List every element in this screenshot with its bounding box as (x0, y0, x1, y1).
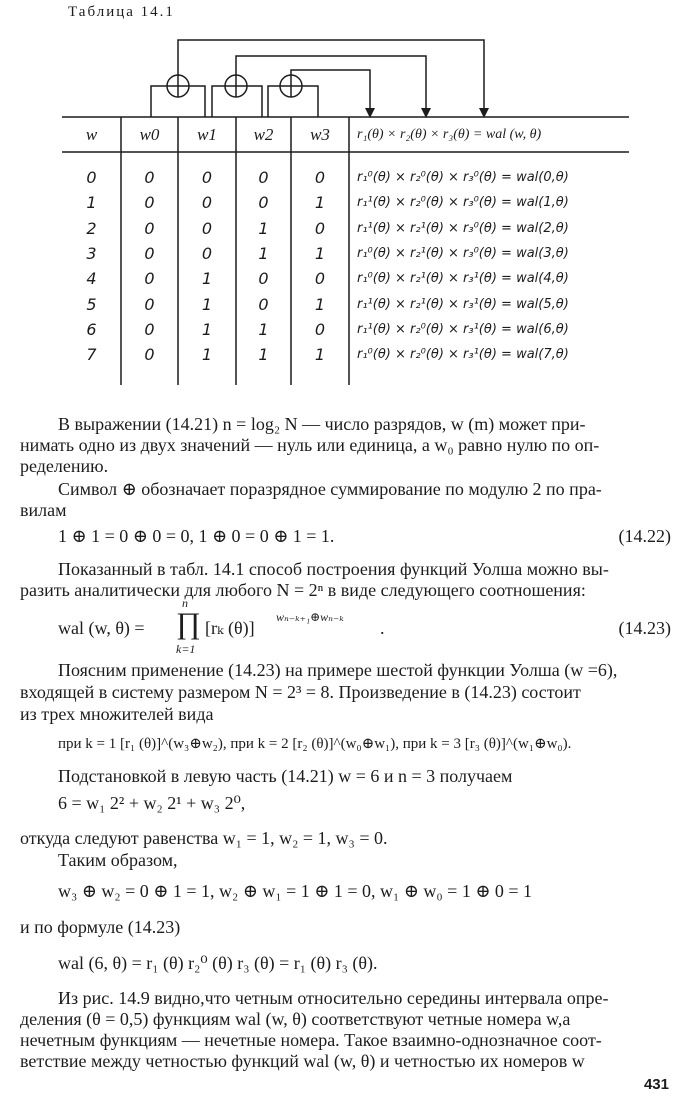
header-formula: r₁(θ) × r₂(θ) × r₃(θ) = wal (w, θ) (357, 127, 542, 142)
equation-number-14-22: (14.22) (618, 526, 671, 546)
table-cell-w: 4 (86, 269, 97, 288)
arrow-to-r3 (178, 40, 484, 110)
table-cell-w3: 1 (314, 345, 326, 364)
table-cell-w3: 1 (314, 244, 326, 263)
table-cell-w0: 0 (144, 168, 155, 187)
equation-14-23-lhs: wal (w, θ) = (58, 618, 145, 638)
table-cell-w1: 0 (201, 219, 213, 238)
table-cell-w1: 0 (201, 193, 213, 212)
header-w0: w0 (139, 125, 160, 144)
table-cell-w2: 0 (258, 295, 269, 314)
equation-14-23-exponent: wₙ₋ₖ₊₁⊕wₙ₋ₖ (276, 610, 344, 624)
table-cell-w1: 1 (201, 295, 213, 314)
table-cell-w: 1 (86, 193, 97, 212)
paragraph-9-line-1: Из рис. 14.9 видно,что четным относительно середины интервала опре- (58, 988, 609, 1008)
table-cell-w2: 1 (258, 219, 269, 238)
table-cell-w1: 1 (201, 269, 213, 288)
table-cell-w2: 0 (258, 269, 269, 288)
paragraph-9-line-3: нечетным функциям — нечетные номера. Такое взаимно-однозначное соот- (20, 1030, 602, 1050)
table-cell-w3: 0 (314, 320, 326, 339)
paragraph-5-line-1: Подстановкой в левую часть (14.21) w = 6 и n = 3 получаем (58, 766, 513, 786)
table-cell-w2: 1 (258, 320, 269, 339)
table-cell-w: 6 (86, 320, 97, 339)
table-cell-formula: r₁¹(θ) × r₂⁰(θ) × r₃⁰(θ) = wal(1,θ) (357, 195, 569, 210)
equation-wal6: wal (6, θ) = r₁ (θ) r₂⁰ (θ) r₃ (θ) = r₁ (θ) r₃ (θ). (58, 953, 378, 973)
table-cell-w: 0 (86, 168, 97, 187)
table-cell-w: 5 (86, 295, 97, 314)
paragraph-4-line-3: из трех множителей вида (20, 704, 214, 724)
paragraph-9-line-4: ветствие между четностью функций wal (w, θ) и четностью их номеров w (20, 1051, 585, 1071)
table-cell-w1: 1 (201, 345, 213, 364)
page-number: 431 (643, 1076, 669, 1093)
equation-14-22: 1 ⊕ 1 = 0 ⊕ 0 = 0, 1 ⊕ 0 = 0 ⊕ 1 = 1. (58, 526, 335, 546)
xor-node-2 (225, 75, 247, 97)
table-cell-w2: 1 (258, 244, 269, 263)
table-cell-w2: 0 (258, 193, 269, 212)
table-cell-w: 7 (86, 345, 97, 364)
header-w3: w3 (310, 125, 330, 144)
table-cell-w3: 0 (314, 219, 326, 238)
product-lower-limit: k=1 (176, 642, 196, 656)
product-upper-limit: n (182, 596, 188, 610)
paragraph-2-line-2: вилам (20, 500, 67, 520)
table-cell-w0: 0 (144, 320, 155, 339)
paragraph-6-line-1: откуда следуют равенства w₁ = 1, w₂ = 1, w₃ = 0. (20, 828, 388, 848)
table-cell-w: 2 (86, 219, 97, 238)
table-cell-w1: 0 (201, 244, 213, 263)
equation-14-23-end: . (380, 618, 385, 638)
table-cell-formula: r₁⁰(θ) × r₂¹(θ) × r₃¹(θ) = wal(4,θ) (357, 271, 569, 286)
product-symbol: ∏ (176, 607, 201, 640)
paragraph-9-line-2: деления (θ = 0,5) функциям wal (w, θ) соответствуют четные номера w,а (20, 1009, 571, 1029)
table-cell-formula: r₁⁰(θ) × r₂¹(θ) × r₃⁰(θ) = wal(3,θ) (357, 246, 569, 261)
table-cell-w0: 0 (144, 244, 155, 263)
table-cell-w3: 1 (314, 193, 326, 212)
table-cell-w1: 1 (201, 320, 213, 339)
table-cell-w: 3 (86, 244, 97, 263)
table-cell-w0: 0 (144, 295, 155, 314)
equation-number-14-23: (14.23) (618, 618, 671, 638)
paragraph-3-line-2: разить аналитически для любого N = 2ⁿ в виде следующего соотношения: (20, 580, 586, 600)
table-cell-formula: r₁⁰(θ) × r₂⁰(θ) × r₃⁰(θ) = wal(0,θ) (357, 170, 569, 185)
table-cell-w2: 0 (258, 168, 269, 187)
table-cell-w3: 1 (314, 295, 326, 314)
paragraph-2-line-1: Символ ⊕ обозначает поразрядное суммирование по модулю 2 по пра- (58, 479, 602, 499)
equation-xor: w₃ ⊕ w₂ = 0 ⊕ 1 = 1, w₂ ⊕ w₁ = 1 ⊕ 1 = 0, w₁ ⊕ w₀ = 1 ⊕ 0 = 1 (58, 881, 533, 901)
header-w1: w1 (197, 125, 217, 144)
xor-node-1 (167, 75, 189, 97)
paragraph-8-line-1: и по формуле (14.23) (20, 917, 181, 937)
table-cell-formula: r₁¹(θ) × r₂¹(θ) × r₃⁰(θ) = wal(2,θ) (357, 221, 569, 236)
paragraph-4-line-1: Поясним применение (14.23) на примере шестой функции Уолша (w =6), (58, 660, 618, 680)
paragraph-1-line-3: ределению. (20, 456, 109, 476)
table-cell-formula: r₁⁰(θ) × r₂⁰(θ) × r₃¹(θ) = wal(7,θ) (357, 347, 569, 362)
header-w2: w2 (253, 125, 274, 144)
table-cell-w3: 0 (314, 269, 326, 288)
table-cell-formula: r₁¹(θ) × r₂⁰(θ) × r₃¹(θ) = wal(6,θ) (357, 322, 569, 337)
table-cell-w0: 0 (144, 219, 155, 238)
table-caption: Таблица 14.1 (68, 4, 175, 20)
xor-node-3 (280, 75, 302, 97)
factor-list: при k = 1 [r₁ (θ)]^(w₃⊕w₂), при k = 2 [r₂ (θ)]^(w₀⊕w₁), при k = 3 [r₃ (θ)]^(w₁⊕w₀). (58, 736, 572, 752)
paragraph-7-line-1: Таким образом, (58, 850, 178, 870)
table-cell-w1: 0 (201, 168, 213, 187)
paragraph-1-line-2: нимать одно из двух значений — нуль или единица, а w₀ равно нулю по оп- (20, 435, 600, 455)
table-cell-w0: 0 (144, 193, 155, 212)
paragraph-3-line-1: Показанный в табл. 14.1 способ построения функций Уолша можно вы- (58, 559, 609, 579)
table-cell-w2: 1 (258, 345, 269, 364)
arrow-to-r1 (291, 70, 370, 110)
header-w: w (85, 125, 98, 144)
table-cell-w0: 0 (144, 345, 155, 364)
table-cell-formula: r₁¹(θ) × r₂¹(θ) × r₃¹(θ) = wal(5,θ) (357, 297, 569, 312)
table-cell-w3: 0 (314, 168, 326, 187)
arrow-to-r2 (236, 56, 426, 110)
paragraph-1-line-1: В выражении (14.21) n = log₂ N — число разрядов, w (m) может при- (58, 414, 586, 434)
equation-14-23-body: [rₖ (θ)] (205, 618, 255, 638)
table-cell-w0: 0 (144, 269, 155, 288)
equation-six: 6 = w₁ 2² + w₂ 2¹ + w₃ 2⁰, (58, 793, 246, 813)
paragraph-4-line-2: входящей в систему размером N = 2³ = 8. Произведение в (14.23) состоит (20, 682, 581, 702)
